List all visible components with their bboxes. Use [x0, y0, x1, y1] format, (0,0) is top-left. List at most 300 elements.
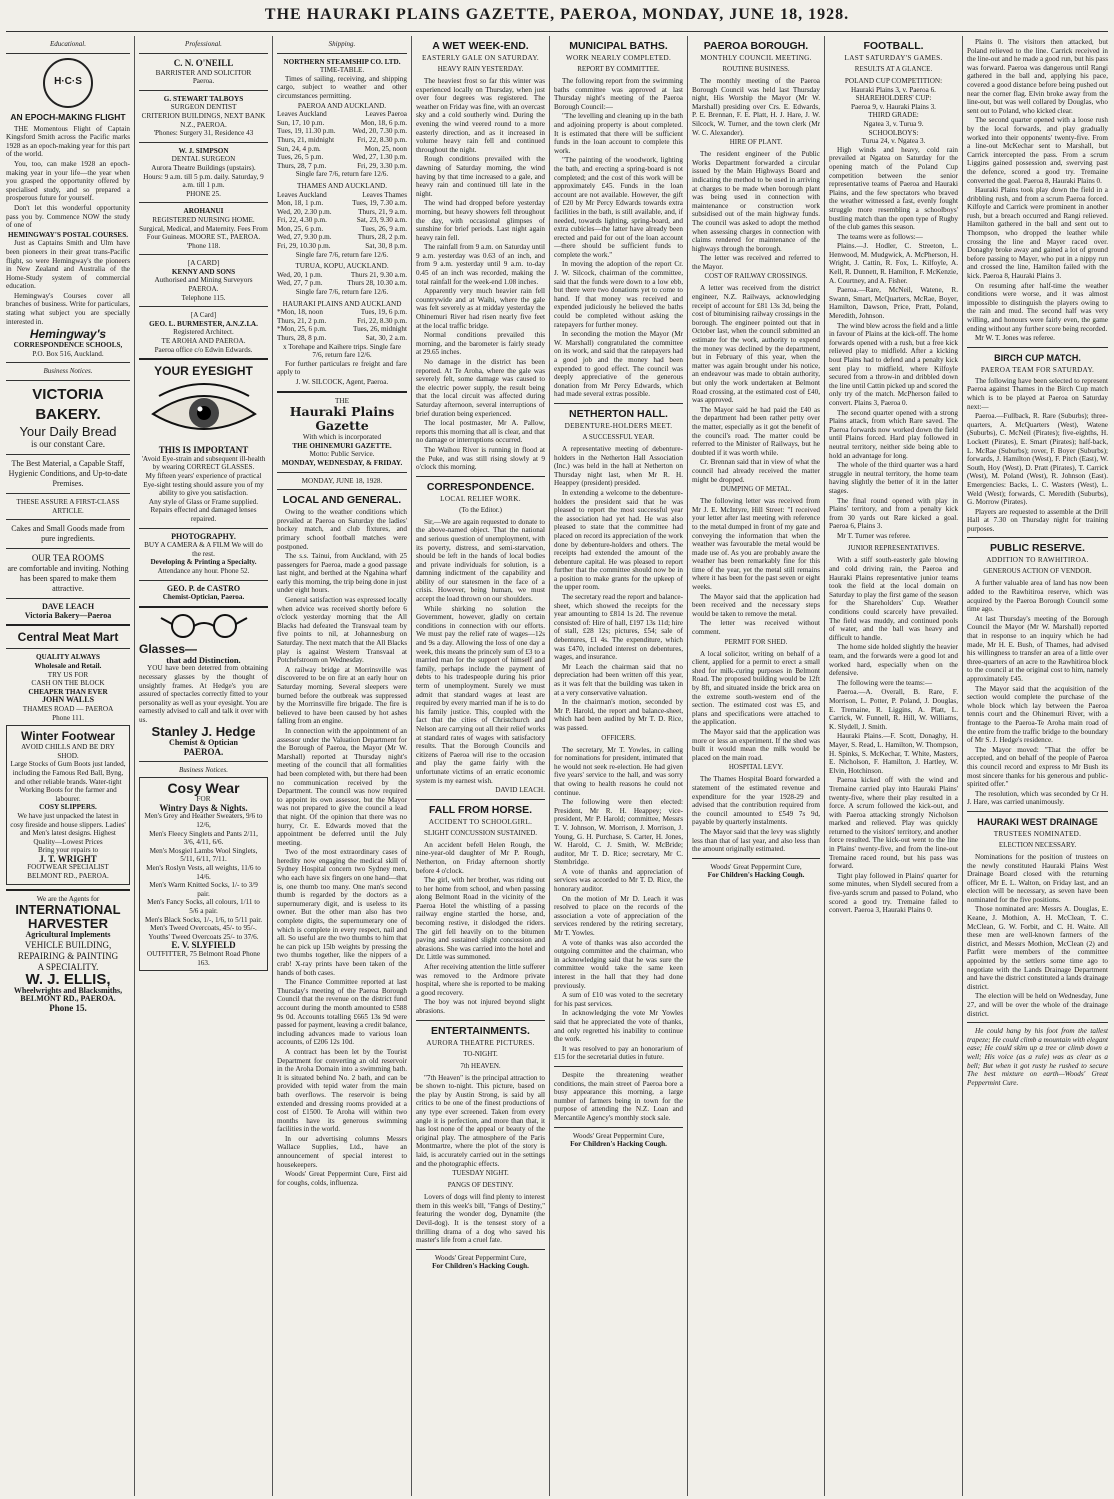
article-text: The following letter was received from Mr J. E. McIntyre, Hill Street: "I received your letter after last meeting with reference to the metal dumped in front of my gate and conveying the information that when the weather was favourable the metal would be made use of. As you are probably aware the weather has been remarkably fine for this time of the year, yet the metal still remains where it has been for the past seven or eight weeks. [692, 497, 820, 592]
column-8 [967, 38, 1108, 1496]
meat-mart-name: Central Meat Mart [17, 630, 119, 645]
result-line: POLAND CUP COMPETITION: [844, 77, 943, 85]
article-text: After receiving attention the little sufferer was removed to the Ardmore private hospital, where she is reported to be making a good recovery. [416, 963, 545, 997]
article-subhead: JUNIOR REPRESENTATIVES. [847, 544, 940, 553]
article-text: Owing to the weather conditions which prevailed at Paeroa on Saturday the ladies' hockey match, and club fixtures, and primary school football matches were postponed. [277, 508, 407, 551]
list-item: Men's Mosgiel Lambs Wool Singlets, 5/11, 6/11, 7/11. [149, 846, 258, 864]
ad-text: Hours: 9 a.m. till 5 p.m. daily. Saturday, 9 a.m. till 1 p.m. [143, 172, 264, 190]
ad-text: that add Distinction. [166, 654, 241, 665]
ad-text: A SPECIALITY. [37, 961, 99, 972]
column-6 [692, 38, 820, 1496]
article-subhead: REPORT BY COMMITTEE. [577, 65, 660, 73]
timetable-cell: *Mon, 18, noon [277, 308, 323, 317]
column-rule [411, 36, 412, 1496]
article-text: Apparently very much heavier rain fell countrywide and at Waihi, where the gale was felt severely as at midday yesterday the Ohinemuri River had risen nearly five feet at the local traffic bridge. [416, 287, 545, 330]
article-text: Mr W. T. Jones was referee. [975, 334, 1055, 343]
article-subhead: ELECTION NECESSARY. [998, 840, 1077, 849]
article-text: High winds and heavy, cold rain prevailed at Ngatea on Saturday for the opening match of the Poland Cup competition between the senior representative teams of Paeroa and Hauraki Plains, and the few spectators who braved the weather witnessed a fast, evenly fought struggle more resembling a schoolboys' bustling match than the open type of Rugby of the club games this season. [829, 145, 958, 232]
article-text: The Mayor said that the acquisition of the section would complete the purchase of the whole block which lay between the Paeroa tennis court and the Ohinemuri River, with a frontage to the Paeroa-Te Aroha main road of the entire from the traffic bridge to the boundary of Mr S. J. Hedge's residence. [967, 684, 1108, 745]
article-text: The resolution, which was seconded by Cr H. J. Hare, was carried unanimously. [967, 789, 1108, 807]
timetable-cell: Wed, 27, 7 p.m. [277, 279, 323, 288]
timetable-cell: *Mon, 25, 6 p.m. [277, 325, 327, 334]
ad-text: KENNY AND SONS [171, 267, 236, 276]
ad-text: Paeroa office c/o Edwin Edwards. [154, 345, 253, 354]
ad-text: FOR [196, 795, 211, 804]
article-headline: CORRESPONDENCE. [426, 480, 535, 493]
timetable-cell: Fri, 29, 10.30 p.m. [277, 242, 331, 251]
article-subhead: AURORA THEATRE PICTURES. [426, 1038, 535, 1047]
ad-text: CHEAPER THAN EVER [28, 687, 108, 696]
ad-text: JOHN WALLS [41, 695, 95, 705]
section-label: Professional. [185, 40, 222, 48]
ad-text: YOU have been deterred from obtaining necessary glasses by the thought of unsightly frames. At Hedge's you are assured of spectacles correctly fitted to your personality as well as your eyesight. You are earnestly advised to call and talk it over with us. [139, 664, 268, 724]
article-subhead: (To the Editor.) [459, 505, 502, 514]
ad-text: Woods' Great Peppermint Cure, [710, 862, 802, 871]
timetable-cell: Tues, 26, midnight [352, 325, 407, 334]
article-headline: LOCAL AND GENERAL. [282, 494, 402, 507]
article-text: It was resolved to pay an honorarium of £15 for the secretarial duties in future. [554, 1044, 683, 1062]
ad-text: Authorised and Mining Surveyors PAEROA. [154, 276, 253, 294]
article-subhead: LOCAL RELIEF WORK. [440, 494, 521, 503]
article-subhead: TO-NIGHT. [463, 1049, 498, 1058]
ad-headline: AN EPOCH-MAKING FLIGHT [10, 111, 126, 122]
article-text: On the motion of Mr D. Leach it was resolved to place on the records of the association a vote of appreciation of the services rendered by the retiring secretary, Mr T. Yowles. [554, 894, 683, 938]
column-rule [549, 36, 550, 1496]
ad-text: TE AROHA AND PAEROA. [161, 337, 246, 346]
article-text: Tight play followed in Plains' quarter for some minutes, when Slydell secured from a five-yards scrum and passed to Poland, who scored a good try. Tremaine failed to convert. Paeroa 3, Hauraki Plains 0. [829, 871, 958, 915]
article-text: No damage in the district has been reported. At Te Aroha, where the gale was severely felt, some damage was caused to the electric power supply, the result being that the local circuit was affected during Saturday afternoon, several interruptions of brief duration being experienced. [416, 358, 545, 418]
masthead: THE HAURAKI PLAINS GAZETTE, PAEROA, MONDAY, JUNE 18, 1928. [264, 6, 850, 23]
article-text: "The painting of the woodwork, lighting the bath, and erecting a spring-board is not completed; and the cost of this work will be approximately £45. Funds in the loan account are not available. However, the gift of £20 by Mr Percy Edwards towards extra facilities in the bath, is still available, and, if needed, towards lighting, spring-board, and extra cubicles—the latter have already been erected and paid for out of the loan account—there should be sufficient funds to complete the work." [554, 156, 683, 259]
ad-text: With which is incorporated [302, 433, 382, 442]
timetable-row [277, 119, 407, 128]
ad-text: THESE ASSURE A FIRST-CLASS ARTICLE. [16, 498, 120, 515]
article-subhead: LAST SATURDAY'S GAMES. [844, 54, 943, 62]
article-text: Two of the most extraordinary cases of heredity now engaging the medical skill of Sydney Hospital concern two Sydney men, who each have six fingers on one hand—that is, one thumb too many. One man's second thumb is regarded by the doctors as a supernumerary digit, and is useless to its owner. But the other man also has two complete digits, the supernumerary one of which is complete in every respect, nail and all. So useful are the two thumbs to him that he can pick up 15lb weights by pressing the two thumbs together, like the nippers of a crab! X-ray prints have been taken of the hands of both cases. [277, 848, 407, 977]
article-text: Those nominated are: Messrs A. Douglas, E. Keane, J. Mothion, A. H. McClean, T. C. McClean, G. W. Forbit, and C. H. Waite. All these men are well-known farmers of the district, and Messrs Mothion, McClean (2) and Parfitt were members of the committee appointed by the settlers some time ago to negotiate with the Lands Drainage Department and have the district constituted a lands drainage district. [967, 905, 1108, 991]
article-text: Despite the threatening weather conditions, the main street of Paeroa bore a busy appearance this morning, a large number of farmers being in town for the purpose of attending the N.Z. Loan and Mercantile Agency's monthly stock sale. [554, 1070, 683, 1122]
timetable-cell: Thurs 21, 9.30 a.m. [350, 270, 407, 279]
article-text: The following report from the swimming baths committee was approved at last Thursday night's meeting of the Paeroa Borough Council:— [554, 77, 683, 111]
article-text: Plains 0. The visitors then attacked, but Poland relieved to the line. Carrick received in the line-out and he made a good run, but his pass was forward. Paeroa was dangerous until Rangi gathered in the ball and, applying his pace, covered a good distance before being pushed out near the corner flag. Elvin broke away from the line-out, but was well collared by Douglas, who sent out to Poland, who kicked clear. [967, 38, 1108, 115]
article-subhead: SLIGHT CONCUSSION SUSTAINED. [423, 828, 538, 837]
article-text: In acknowledging the vote Mr Yowles said that he appreciated the vote of thanks, and only regretted his inability to continue the work. [554, 1009, 683, 1044]
article-headline: NETHERTON HALL. [569, 407, 668, 420]
timetable-row [277, 145, 407, 154]
article-text: In our advertising columns Messrs Wallace Supplies, Ltd., have an announcement of special interest to housekeepers. [277, 1134, 407, 1169]
ad-text: Chemist & Optician [169, 738, 238, 748]
timetable-cell: Thurs, 21, 2 p.m. [277, 316, 327, 325]
ad-text: Your Daily Bread [19, 424, 117, 440]
ad-text: 'Avoid Eye-strain and subsequent ill-health by wearing CORRECT GLASSES. [141, 454, 266, 472]
article-text: The second quarter opened with a loose rush by the local forwards, and play gradually worked into their opponents' twenty-five. From a line-out McKechar sent to Marshall, but Carrick intercepted the pass. From a scrum Liggins gained possession and, swerving past the defence, scored a good try. Tremaine converted the goal. Paeroa 8, Hauraki Plains 0. [967, 116, 1108, 185]
ad-text: COSY SLIPPERS. [39, 803, 97, 812]
timetable-cell: Thurs, 28, 7 p.m. [277, 161, 327, 170]
timetable-row [277, 317, 407, 326]
timetable-cell: Sat, 23, 9.30 a.m. [356, 216, 407, 225]
timetable-row [277, 233, 407, 242]
timetable-row [277, 162, 407, 171]
article-text: The Finance Committee reported at last Thursday's meeting of the Paeroa Borough Council that the revenue on the district fund account during the month amounted to £588 9s 0d. Accounts totalling £665 13s 9d were passed for payment, leaving a credit balance, including advances made to various loan accounts, of £206 12s 10d. [277, 978, 407, 1047]
cosy-wear-ad [139, 777, 268, 971]
article-text: Sir,—We are again requested to donate to the above-named object. That the national and serious question of unemployment, with its poverty, distress, and semi-starvation, should be left in the hands of local bodies and private individuals for solution, is a damning indictment of the capability and ability of our statesmen in the face of a crisis. However, being human, we must accept the load thrown on our shoulders. [416, 517, 545, 604]
list-item: Men's Roslyn Vests, all weights, 11/6 to 14/6. [146, 864, 261, 881]
article-subhead: HIRE OF PLANT. [729, 138, 783, 147]
list-item: Men's Grey and Heather Sweaters, 9/6 to 12/6, [144, 812, 263, 830]
section-label: Educational. [50, 40, 86, 48]
ad-text: For Children's Hacking Cough. [570, 1140, 667, 1149]
ad-text: Single fare 7/6, return fare 12/6. [295, 250, 389, 259]
ad-text: TIME-TABLE. [319, 66, 365, 75]
timetable [277, 271, 407, 288]
article-text: The whole of the third quarter was a hard struggle in neutral territory, the home team having slightly the better of it in the latter stages. [829, 461, 958, 495]
ad-headline: Winter Footwear [21, 729, 115, 744]
ad-text: You, too, can make 1928 an epoch-making year in your life—the year when you grasped the opportunity offered by specialised study, and so prepared a prosperous future for yourself. [6, 159, 130, 203]
article-subhead: PERMIT FOR SHED. [724, 637, 788, 646]
article-text: The second quarter opened with a strong Plains attack, from which Rare saved. The Paeroa forwards now worked down the field until Plains forced. Hard play followed in neutral territory, neither side being able to hold an advantage for long. [829, 408, 958, 460]
ad-text: We are the Agents for [36, 894, 100, 903]
article-text: The girl, with her brother, was riding out to her home from school, and when passing along Belmont Road in the vicinity of the Paeroa Hotel the whistling of a passing railway engine startled the horse, and, becoming restive, it dislodged the riders. The girl fell heavily on to the bitumen paving and sustained slight concussion and abrasions. She was carried into the hotel and Dr. Little was summoned. [416, 876, 545, 962]
timetable [277, 308, 407, 342]
paper-title: Hauraki Plains Gazette [289, 404, 395, 434]
timetable-cell: Thurs, 21, midnight [277, 135, 335, 144]
timetable-heading: HAURAKI PLAINS AND AUCKLAND [282, 299, 402, 308]
ad-text: Victoria Bakery—Paeroa [24, 610, 112, 620]
article-text: In connection with the appointment of an assessor under the Valuation Department for the Borough of Paeroa, the Mayor (Mr W. Marshall) reported at Thursday night's meeting of the council that all formalities had been completed with, but there had been no communication received by the Department. The council was now required to appoint its own assessor, but the Mayor was not prepared to give the council a lead that night. Of the opinion that there was no hurry, Cr. E. Edwards moved that the appointment be deferred until the July meeting. [277, 726, 407, 847]
article-text: The Mayor said that the application was more or less an experiment. If the shed was built it would mean the milk would be placed on the main road. [692, 727, 820, 762]
timetable-cell: Leaves Auckland [277, 190, 327, 199]
timetable-cell: Tues, 26, 5 p.m. [277, 153, 324, 162]
article-subhead: ADDITION TO RAWHITIROA. [986, 556, 1089, 565]
ad-text: SURGEON DENTIST [170, 103, 237, 112]
article-text: A sum of £10 was voted to the secretary for his past services. [554, 991, 683, 1008]
article-text: A contract has been let by the Tourist Department for converting an old reservoir in the Aroha Domain into a swimming bath. It is situated behind No. 2 bath, and can be provided with tepid water from the main bath overflows. The reservoir is being extended and dressing rooms provided at a cost of £1500. Te Aroha will within two months have its generous swimming facilities in the world. [277, 1047, 407, 1134]
ad-text: OUTFITTER, 75 Belmont Road Phone 163. [146, 949, 261, 967]
article-text: The letter was received and referred to the Mayor. [692, 254, 820, 271]
ad-text: PHOTOGRAPHY. [171, 531, 236, 541]
article-text: A vote of thanks and appreciation of services was accorded to Mr T. D. Rice, the honorary auditor. [554, 867, 683, 894]
timetable-cell: Leaves Auckland [277, 110, 327, 119]
ad-text: OUR TEA ROOMS [31, 553, 105, 564]
timetable-cell: Thurs, 28, 8 p.m. [277, 334, 327, 342]
ad-text: THAMES ROAD — PAEROA [22, 704, 114, 713]
article-text: The following were then elected: President, Mr R. H. Heappey; vice-president, Mr P. Harold; committee, Messrs T. V. Johnson, W. Morrison, J. Morrison, J. Young, G. H. Purchase, S. Carter, H. Jones, W. Harold, C. J. Smith, W. McBride; auditor, Mr T. D. Rice; secretary, Mr C. Stembridge. [554, 798, 683, 867]
ad-text: J. W. SILCOCK, Agent, Paeroa. [295, 377, 389, 386]
article-text: "The levelling and cleaning up in the bath and adjoining property is about completed. It is estimated that there will be sufficient funds in the loan account to complete this work. [554, 112, 683, 155]
article-text: Lovers of dogs will find plenty to interest them in this week's bill, "Fangs of Destiny," featuring the wonder dog, Dynamite (the Devil-dog). It is the tensest story of a thrilling drama of a dog who saved his master's life from a cruel fate. [416, 1193, 545, 1245]
article-text: In moving the adoption of the report Cr. J. W. Silcock, chairman of the committee, said that the funds were down to a low ebb, but there were two donations yet to come to hand. If that money was received and expended judiciously he believed the baths could be completed without asking the ratepayers for further money. [554, 260, 683, 329]
ad-text: [A Card] [190, 311, 217, 320]
ad-text: FOOTWEAR SPECIALIST BELMONT RD., PAEROA. [27, 863, 109, 881]
ad-text: CASH ON THE BLOCK [31, 679, 105, 688]
result-line: Hauraki Plains 3, v. Paeroa 6. [851, 85, 936, 94]
ad-text: is our constant Care. [31, 439, 105, 450]
article-text: The Mayor said that the application had been received and the necessary steps would be taken to remove the metal. [692, 592, 820, 618]
article-text: The following have been selected to represent Paeroa against Thames in the Birch Cup match which is to be played at Paeroa on Saturday next:— [967, 376, 1108, 411]
list-item: Men's Tweed Overcoats, 45/- to 95/-. [150, 924, 257, 933]
ad-headline: Cosy Wear [167, 780, 240, 797]
timetable-cell: Fri, 22, 4.30 p.m. [277, 216, 327, 225]
timetable-cell: Thurs, 28, 2 p.m. [357, 233, 407, 242]
ellis-name: W. J. ELLIS, [25, 970, 111, 988]
article-text: The secretary, Mr T. Yowles, in calling for nominations for president, intimated that he would not seek re-election. He had given five years' service to the hall, and was sorry that owing to health reasons he could not continue. [554, 745, 683, 797]
article-text: In the chairman's motion, seconded by Mr P. Harold, the report and balance-sheet, which had been audited by Mr T. D. Rice, was passed. [554, 698, 683, 732]
article-text: The local postmaster, Mr A. Pallow, reports this morning that all is clear, and that no damage or interruptions occurred. [416, 419, 545, 445]
ad-text: Developing & Printing a Specialty. [150, 558, 257, 567]
article-text: The teams were as follows:— [837, 232, 923, 241]
ad-text: CRITERION BUILDINGS, NEXT BANK N.Z., PAEROA. [141, 111, 266, 129]
article-text: Mr Leach the chairman said that no depreciation had been written off this year, as it was felt that the building was taken in at a very conservative valuation. [554, 662, 683, 697]
column-rule [134, 36, 135, 1496]
article-text: Mr T. Turner was referee. [837, 531, 911, 540]
timetable-row [277, 325, 407, 334]
column-2 [139, 38, 268, 1496]
article-text: Plains.—J. Hodler, C. Streeton, L. Henwood, M. Mudgwick, A. McPherson, H. Wright, J. Cattin, R. Fox, L. Kilfoyle, A. Kell, R. Dunnett, R. Hamilton, F. McKenzie, A. Courtney, and A. Fisher. [829, 242, 958, 285]
article-text: A further valuable area of land has now been added to the Rawhitiroa reserve, which was acquired by the Paeroa Borough Council some time ago. [967, 579, 1108, 614]
timetable-cell: Mon, 25, noon [364, 144, 407, 153]
article-text: The heaviest frost so far this winter was experienced locally on Thursday, when just over four degrees was registered. The weather on Friday was fine, with an overcast sky and a cold southerly wind. During the evening the wind veered round to a more easterly direction, and as it increased in volume heavy rain fell and continued throughout the night. [416, 77, 545, 154]
timetable-cell: Wed, 27, 9.30 p.m. [277, 233, 332, 242]
ad-text: Agricultural Implements [25, 930, 111, 940]
timetable-cell: Sun, 24, 4 p.m. [277, 144, 321, 153]
ad-text: Wheelwrights and Blacksmiths, [13, 985, 123, 995]
timetable-row [277, 153, 407, 162]
ad-text: 'Phones: Surgery 31, Residence 43 [153, 129, 254, 138]
list-item: Men's Fancy Socks, all colours, 1/11 to 5/6 a pair. [147, 898, 260, 915]
ad-text: For Children's Hacking Cough. [707, 871, 805, 880]
ad-text: Wholesale and Retail. [34, 662, 102, 670]
article-text: The final round opened with play in Plains' territory, and from a penalty kick from 30 yards out Rare kicked a goal. Paeroa 6, Plains 3. [829, 496, 958, 531]
ad-text: C. N. O'NEILL [173, 57, 234, 68]
ad-text: Woods' Great Peppermint Cure, [572, 1131, 665, 1140]
ad-text: HARVESTER [28, 916, 108, 932]
ad-text: GEO. L. BURMESTER, A.N.Z.I.A. [149, 319, 258, 328]
ad-text: THIS IS IMPORTANT [158, 445, 249, 456]
list-item: Men's Fleecy Singlets and Pants 2/11, 3/6, 4/11, 6/6. [149, 829, 258, 847]
article-headline: FOOTBALL. [863, 40, 924, 52]
hcs-logo: H·C·S [43, 58, 93, 108]
timetable-cell: Mon, 25, 6 p.m. [277, 224, 324, 233]
article-subhead: ACCIDENT TO SCHOOLGIRL. [428, 817, 533, 826]
article-text: The rainfall from 9 a.m. on Saturday until 9 a.m. yesterday was 0.63 of an inch, and from 9 a.m. yesterday until 9 a.m. to-day 0.45 of an inch was recorded, making the total rainfall for the week-end 1.08 inches. [416, 243, 545, 286]
timetable-cell: Wed, 20, 7.30 p.m. [352, 127, 407, 136]
article-text: A letter was received from the district engineer, N.Z. Railways, acknowledging receipt of account for £81 13s 3d, being the cost of bituminising railway crossings in the borough. The engineer pointed out that in October last, when the council submitted an estimate for the work, authority to expend the money was declined by the department, but in February of this year, when the matter was again brought under his notice, an endeavour was made to obtain authority, but only the work undertaken at Belmont Road crossing, at the estimated cost of £40, was approved. [692, 284, 820, 405]
ad-text: PHONE 25. [186, 189, 221, 198]
article-text: Nominations for the position of trustees on the newly constituted Hauraki Plains West Drainage Board closed with the returning officer, Mr E. L. Walton, on Friday last, and an election will be necessary, as seven have been nominated for the five positions. [967, 852, 1108, 904]
ad-headline: Glasses— [139, 641, 198, 656]
article-text: General satisfaction was expressed locally when advice was received shortly before 6 o'clock yesterday morning that the All Blacks had defeated the Transvaal team by five points to nil, at Johannesburg on Saturday. The next match that the All Blacks play is against Western Transvaal at Potchefstroom on Wednesday. [277, 596, 407, 665]
article-text: The following were the teams:— [837, 678, 933, 687]
column-5 [554, 38, 683, 1496]
result-line: Ngatea 3, v. Turua 9. [863, 119, 924, 128]
timetable-row [277, 225, 407, 234]
article-signature: DAVID LEACH. [495, 786, 545, 795]
list-item: Youths' Tweed Overcoats 25/- to 37/6. [148, 932, 259, 941]
timetable-cell: Sat, 30, 2 a.m. [365, 334, 407, 342]
timetable-row [277, 308, 407, 317]
ad-headline: YOUR EYESIGHT [154, 364, 253, 379]
ad-text: DENTAL SURGEON [171, 155, 236, 164]
article-text: A railway bridge at Morrinsville was discovered to be on fire at an early hour on Saturday morning. Several sleepers were burned before the outbreak was suppressed by the Morrinsville fire brigade. The fire is believed to have been caused by hot ashes falling from an engine. [277, 665, 407, 726]
ad-text: CORRESPONDENCE SCHOOLS, [13, 341, 123, 350]
timetable-row [277, 334, 407, 343]
timetable-cell: Wed, 20, 1 p.m. [277, 270, 323, 279]
article-text: Paeroa.—A. Overall, B. Rare, F. Morrison, L. Potter, P. Poland, J. Douglas, E. Tremaine, R. Liggins, A. Platt, L. Carrick, W. Funnell, R. Hill, W. Williams, K. Slydell, J. Smith. [829, 688, 958, 731]
ad-text: Aurora Theatre Buildings (upstairs). [151, 163, 256, 172]
article-subhead: HOSPITAL LEVY. [728, 763, 784, 772]
hemingway-name: Hemingway's [29, 327, 107, 342]
masthead-rule [6, 31, 1108, 32]
article-text: Paeroa.—Rare, McNeil, Watene, R. Swann, Smart, McQuarters, McRae, Boyer, Hamilton, Dawson, Price, Pratt, Poland, Meredith, Johnson. [829, 286, 958, 321]
ad-text: G. STEWART TALBOYS [163, 94, 244, 103]
article-text: A representative meeting of debenture-holders in the Netherton Hall Association (Inc.) was held in the hall at Netherton on Thursday night last, when Mr R. H. Heappey (president) presided. [554, 444, 683, 488]
timetable-cell: Leaves Thames [362, 190, 407, 199]
column-1 [6, 38, 130, 1496]
timetable-cell: Fri, 22, 8.30 p.m. [357, 135, 407, 144]
article-subhead: A SUCCESSFUL YEAR. [582, 432, 655, 441]
ad-text: Single fare 7/6, return fare 12/6. [295, 170, 389, 179]
bakery-name: VICTORIA BAKERY. [32, 386, 104, 424]
ad-text: Registered Architect. [173, 328, 234, 337]
ad-text: THE Momentous Flight of Captain Kingsford Smith across the Pacific marks 1928 as an epoch-making year for this part of the world. [6, 124, 130, 159]
result-line: Paeroa 9, v. Hauraki Plains 3. [851, 102, 936, 111]
ad-text: Cakes and Small Goods made from pure ingredients. [11, 524, 125, 544]
article-text: The wind blew across the field and a little in favour of Plains at the kick-off. The home forwards opened with a rush, but a free kick relieved play to midfield. After a kicking bout Plains had to defend and a penalty kick sent play to midfield, where Kilfoyle secured from a throw-in and dribbled down the line until Cattin picked up and scored the only try of the match. McPherson failed to convert. Plains 3, Paeroa 0. [829, 321, 958, 407]
timetable-heading: PAEROA AND AUCKLAND. [297, 101, 387, 110]
column-3 [277, 38, 407, 1496]
article-text: The Mayor said that the levy was slightly less than that of last year, and also less than the amount originally estimated. [692, 827, 820, 854]
article-headline: A WET WEEK-END. [432, 40, 529, 52]
article-headline: PAEROA BOROUGH. [703, 40, 809, 52]
article-text: At last Thursday's meeting of the Borough Council the Mayor (Mr W. Marshall) reported that in response to an inquiry which he had made, Mr H. E. Bush, of Thames, had advised his willingness to transfer an area of a little over three-quarters of an acre to the Rawhitiroa block to the council at the original cost to him, namely approximately £45. [967, 614, 1108, 683]
ad-text: REGISTERED NURSING HOME. [152, 215, 255, 224]
timetable-cell: Tues, 19, 6 p.m. [360, 308, 407, 317]
ad-text: INTERNATIONAL [15, 902, 121, 918]
timetable-cell: Sun, 17, 10 p.m. [277, 118, 325, 127]
timetable-row [277, 216, 407, 225]
ad-text: For Children's Hacking Cough. [432, 1262, 529, 1271]
ad-text: DAVE LEACH [41, 602, 95, 612]
article-text: With a stiff south-easterly gale blowing and cold driving rain, the Paeroa and Hauraki Plains representative junior teams took the field at the local domain on Saturday to play the first game of the season for the Shareholders' Cup. Weather conditions could scarcely have prevailed. The field was muddy, and continued pools of water, and the ball was heavy and difficult to handle. [829, 556, 958, 642]
ad-text: x Torehape and Kaihere trips. Single fare 7/6, return fare 12/6. [282, 342, 402, 360]
article-text: The boy was not injured beyond slight abrasions. [416, 998, 545, 1015]
article-text: An accident befell Helen Rough, the nine-year-old daughter of Mr P. Rough, Netherton, on Friday afternoon shortly before 4 o'clock. [416, 840, 545, 875]
ad-text: Wintry Days & Nights. [159, 802, 248, 813]
timetable-cell: Mon, 18, 1 p.m. [277, 199, 324, 208]
article-subhead: PAEROA TEAM FOR SATURDAY. [980, 365, 1095, 374]
ad-text: Phone 15. [49, 1003, 87, 1014]
ad-text: NORTHERN STEAMSHIP CO. LTD. [283, 57, 401, 66]
article-text: On resuming after half-time the weather conditions were worse, and it was almost impossible to distinguish the players owing to the rain and mud. The second half was very willing, and honours were fairly even, the game ending without any further score being recorded. [967, 281, 1108, 333]
article-text: The wind had dropped before yesterday morning, but heavy showers fell throughout the day, with occasional glimpses of sunshine for brief periods. Last night again heavy rain fell. [416, 199, 545, 242]
column-7 [829, 38, 958, 1496]
timetable-row [277, 127, 407, 136]
article-headline: PUBLIC RESERVE. [990, 542, 1085, 555]
ad-text: THE [335, 396, 349, 405]
timetable [277, 199, 407, 251]
ad-text: Large Stocks of Gum Boots just landed, including the Famous Red Ball, Byng, and other reliable brands. Water-tight Working Boots for the farmer and labourer. [10, 760, 126, 803]
column-rule [824, 36, 825, 1496]
result-line: SHAREHOLDERS' CUP: [855, 94, 932, 103]
ad-text: E. V. SLYFIELD [171, 940, 236, 951]
timetable-cell: Wed, 20, 2.30 p.m. [277, 207, 332, 216]
column-rule [272, 36, 273, 1496]
poem-ad: He could hang by his foot from the tallest trapeze; He could climb a mountain with elegant ease; He could skim up a tree or climb down a well; His voice (as a rule) was as clear as a bell; But when it got rusty he rushed to secure The best mixture on earth—Woods' Great Peppermint Cure. [967, 1027, 1108, 1087]
article-headline: MUNICIPAL BATHS. [569, 40, 668, 52]
article-subhead: TUESDAY NIGHT. [452, 1169, 509, 1178]
article-headline: HAURAKI WEST DRAINAGE [977, 816, 1098, 827]
article-text: Rough conditions prevailed with the dawning of Saturday morning, the wind having by that time increased to a gale, and heavy rain and continued till late in the night. [416, 155, 545, 198]
list-item: Men's Black Socks, 1/-, 1/6, to 5/11 pair. [144, 915, 263, 924]
article-subhead: ROUTINE BUSINESS. [722, 65, 790, 73]
wear-list [143, 812, 264, 941]
ad-text: P.O. Box 516, Auckland. [32, 349, 104, 358]
ad-text: Times of sailing, receiving, and shipping cargo, subject to weather and other circumstances permitting. [277, 74, 407, 100]
column-4 [416, 38, 545, 1496]
ad-text: BUY A CAMERA & A FILM We will do the rest. [144, 541, 263, 558]
eye-icon [149, 382, 259, 442]
article-text: The Waihou River is running in flood at the Puke, and was still rising slowly at 9 o'clock this morning. [416, 445, 545, 472]
article-headline: BIRCH CUP MATCH. [994, 352, 1081, 363]
ad-text: We have just unpacked the latest in cosy fireside and house slippers. Ladies' and Men's latest designs. Highest Quality—Lowest Prices [10, 811, 126, 846]
ad-text: Motto: Public Service. [309, 450, 375, 459]
ad-text: BELMONT RD., PAEROA. [20, 994, 116, 1004]
ad-text: GEO. P. de CASTRO [166, 583, 241, 593]
timetable-row [277, 279, 407, 288]
article-subhead: RESULTS AT A GLANCE. [854, 65, 933, 73]
result-line: THIRD GRADE: [868, 111, 919, 120]
timetable [277, 119, 407, 171]
article-headline: ENTERTAINMENTS. [431, 1024, 530, 1037]
article-headline: FALL FROM HORSE. [428, 803, 533, 816]
ad-text: Woods' Great Peppermint Cure, [434, 1253, 527, 1262]
ad-text: AVOID CHILLS AND BE DRY SHOD. [21, 743, 115, 760]
ad-text: Surgical, Medical, and Maternity. Fees From Four Guineas. MOORE ST., PAEROA. 'Phone 118. [139, 224, 268, 250]
article-subhead: DEBENTURE-HOLDERS MEET. [564, 421, 673, 430]
article-text: Normal conditions prevailed this morning, and the barometer is fairly steady at 29.65 inches. [416, 331, 545, 357]
article-text: In seconding the motion the Mayor (Mr W. Marshall) congratulated the committee on its work, and said that the ratepayers had a good job and the money had been expended to good effect. The council was deeply appreciative of the generous donation from Mr Percy Edwards, which had made several extras possible. [554, 330, 683, 399]
article-text: The home side holded slightly the heavier team, and the forwards were a good lot and worked hard, especially when on the defensive. [829, 643, 958, 678]
ad-text: My fifteen years' experience of practical Eye-sight testing should assure you of my ability to give you satisfaction. [143, 472, 264, 498]
ad-text: For further particulars re freight and fare apply to [277, 359, 407, 377]
ad-text: W. J. SIMPSON [178, 146, 229, 155]
ad-text: Phone 111. [52, 713, 84, 722]
ad-text: TRY US FOR [47, 670, 89, 679]
article-subhead: DUMPING OF METAL. [720, 485, 792, 494]
section-label: Business Notices. [43, 367, 93, 376]
timetable-cell: Tues, 19, 11.30 p.m. [277, 127, 336, 136]
article-subhead: GENEROUS ACTION OF VENDOR. [983, 567, 1092, 576]
article-text: While shirking no solution the Government, however, gladly on certain conditions in connection with our efforts. We must pay the relief rate of wages—12s and 9s a day. Allowing the loss of one day a week, this means the princely sum of £3 to a married man for the support of himself and family, perhaps include the payment of debts to his tradespeople during his prior term of unemployment. Surely we must admit that standard wages at least are required by every married man if he is to do his family justice. This, coupled with the fact that the cities of Christchurch and Nelson are carrying out all their relief works at standard rates of wages with satisfactory results. That the Borough Councils and citizens of Paeroa will rise to the occasion and play the game fairly with the unfortunate victims of an erratic economic system is my earnest wish. [416, 604, 545, 785]
ad-text: Paeroa. [192, 77, 215, 86]
article-subhead: MONTHLY COUNCIL MEETING. [700, 54, 812, 62]
article-subhead: OFFICERS. [601, 733, 636, 742]
ad-text: Just as Captains Smith and Ulm have been pioneers in their great trans-Pacific flight, so were Hemingway's the pioneers in New Zealand and Australia of the Home-Study system of commercial education. [6, 239, 130, 291]
ad-text: are comfortable and inviting. Nothing has been spared to make them attractive. [7, 564, 129, 594]
ad-text: Hemingway's Courses cover all branches of business. Write for particulars, stating what subject you are specially interested in. [6, 291, 130, 326]
timetable-cell: Thurs 28, 10.30 a.m. [347, 279, 407, 288]
article-text: The resident engineer of the Public Works Department forwarded a circular issued by the Main Highways Board and indicating the method to be used in arriving at charges to be made when borough plant was being used in connection with maintenance or construction work subsidised out of the main highway funds. The council was asked to adopt the method when assessing charges in connection with claims rendered for maintenance of the highways through the borough. [692, 150, 820, 253]
article-text: Hauraki Plains.—F. Scott, Donaghy, H. Mayer, S. Read, L. Hamilton, W. Thompson, H. Spinks, S. McKechar, T. White, Masters, E. Nicholson, F. Hamilton, J. Hartley, W. Elvin, Hotchinson. [829, 732, 958, 775]
timetable-cell: Fri, 29, 3.30 p.m. [357, 161, 407, 170]
ad-text: Telephone 115. [181, 293, 226, 302]
article-subhead: EASTERLY GALE ON SATURDAY. [421, 54, 540, 62]
column-rule [962, 36, 963, 1496]
article-text: The Mayor said he had paid the £40 as the department had been rather petty over the matter, especially as it got the benefit of the council's road. The matter could be referred to the Minister of Railways, but he doubted if it was worth while. [692, 405, 820, 457]
spectacles-icon [159, 612, 249, 640]
ad-text: HEMINGWAY'S POSTAL COURSES. [7, 230, 129, 239]
timetable-row [277, 271, 407, 280]
